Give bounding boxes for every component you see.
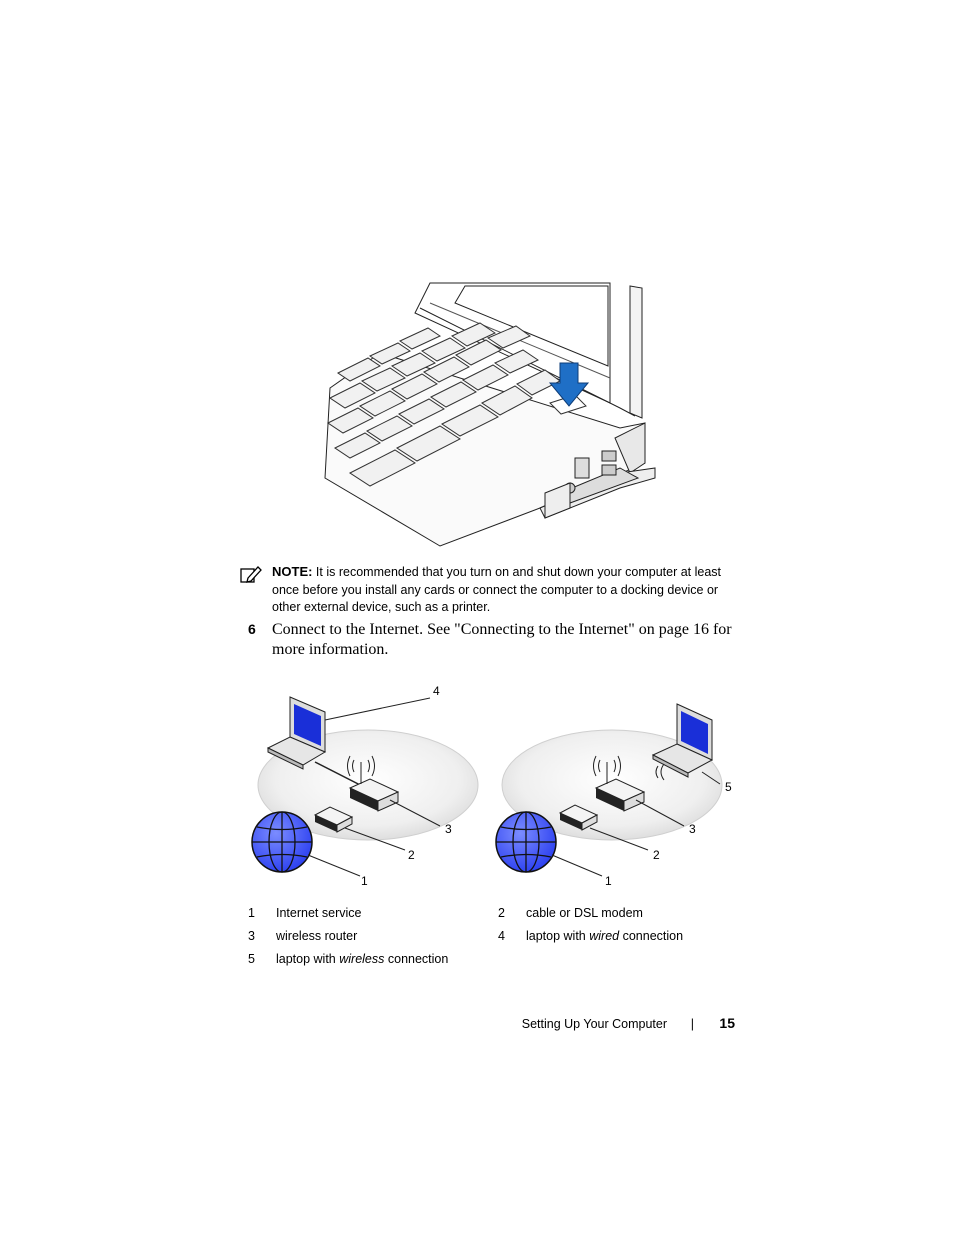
diagram-legend (248, 906, 748, 975)
step-number: 6 (248, 621, 256, 637)
legend-row (248, 952, 748, 975)
page-number: 15 (719, 1015, 735, 1031)
callout-1-right: 1 (605, 874, 612, 888)
legend-label: cable or DSL modem (526, 906, 643, 920)
legend-number: 5 (248, 952, 255, 966)
callout-3-right: 3 (689, 822, 696, 836)
legend-row (248, 906, 748, 929)
footer-section-title: Setting Up Your Computer (521, 1017, 667, 1031)
network-diagram (240, 680, 740, 890)
callout-1: 1 (361, 874, 368, 888)
wired-scene (252, 697, 478, 876)
callout-2: 2 (408, 848, 415, 862)
legend-number: 1 (248, 906, 255, 920)
step-text: Connect to the Internet. See "Connecting to the Internet" on page 16 for more information. (272, 621, 732, 658)
footer-separator: | (690, 1017, 694, 1031)
page-footer (480, 1015, 740, 1035)
note-body: It is recommended that you turn on and shut down your computer at least once before you install any cards or connect the computer to a docking device or other external device, such as a printer. (272, 565, 722, 614)
callout-4: 4 (433, 684, 440, 698)
callout-5: 5 (725, 780, 732, 794)
legend-number: 4 (498, 929, 505, 943)
note-text (272, 563, 742, 617)
wireless-scene (496, 704, 722, 876)
globe-icon (496, 812, 556, 872)
legend-row (248, 929, 748, 952)
laptop-power-button-illustration (320, 278, 660, 548)
legend-label: Internet service (276, 906, 362, 920)
legend-label: laptop with wired connection (526, 929, 684, 943)
legend-number: 2 (498, 906, 505, 920)
callout-2-right: 2 (653, 848, 660, 862)
legend-label: laptop with wireless connection (276, 952, 449, 966)
globe-icon (252, 812, 312, 872)
note-label: NOTE: (272, 564, 313, 579)
legend-number: 3 (248, 929, 255, 943)
pencil-note-icon (240, 565, 262, 585)
legend-label: wireless router (276, 929, 358, 943)
callout-3: 3 (445, 822, 452, 836)
